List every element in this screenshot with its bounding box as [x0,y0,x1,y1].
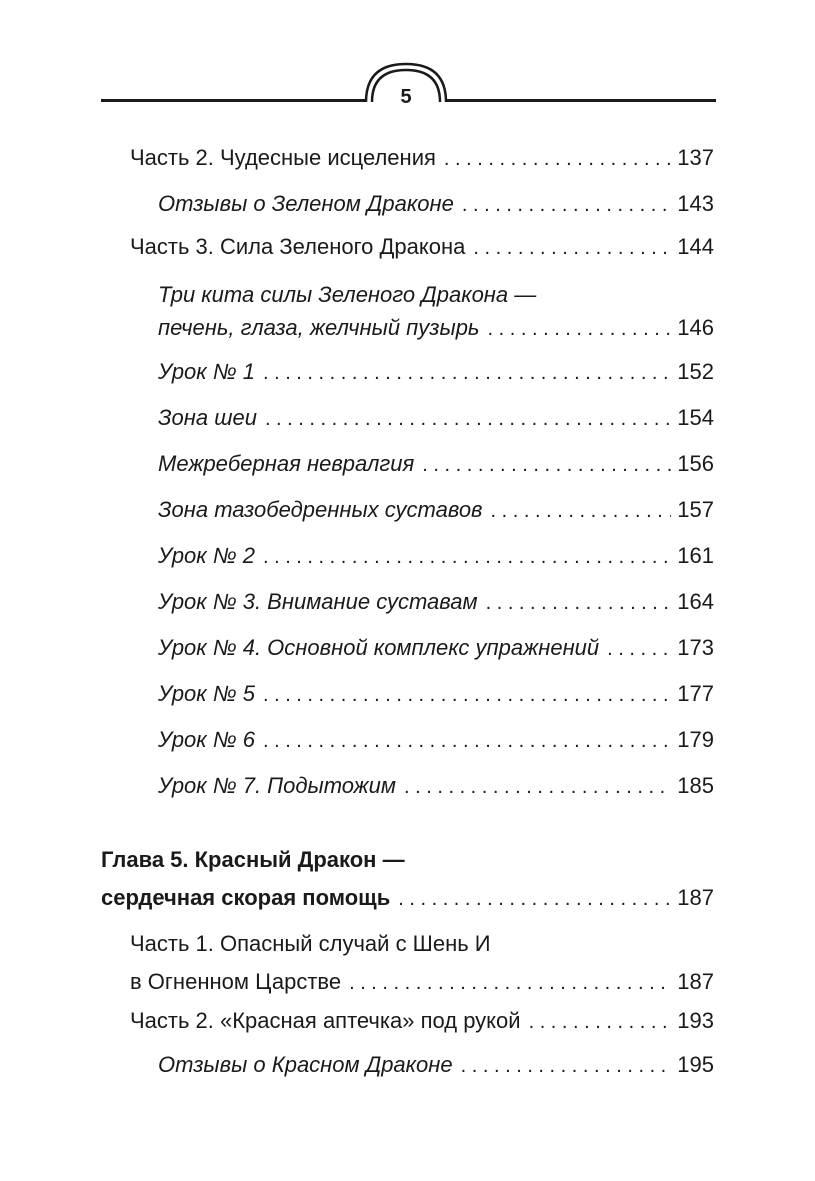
dot-leader [263,725,671,756]
dot-leader [265,403,671,434]
toc-entry-page: 146 [677,315,714,340]
toc-entry[interactable] [158,357,714,387]
toc-entry-title: Урок № 6 [158,727,255,752]
toc-entry-title-line2: печень, глаза, желчный пузырь [158,315,480,340]
dot-leader [263,679,671,710]
dot-leader [529,1006,672,1037]
toc-entry-title: Отзывы о Зеленом Драконе [158,191,454,216]
toc-entry-title: Урок № 3. Внимание суставам [158,589,478,614]
toc-entry-title: Зона шеи [158,405,257,430]
toc-entry[interactable] [130,929,714,997]
toc-entry[interactable] [158,725,714,755]
toc-entry[interactable] [158,495,714,525]
chapter-title-line1: Глава 5. Красный Дракон — [101,847,405,872]
toc-entry-title-line2: в Огненном Царстве [130,969,342,994]
toc-entry-title: Межреберная невралгия [158,451,415,476]
toc-entry-page: 195 [677,1052,714,1077]
toc-entry-page: 185 [677,773,714,798]
toc-entry[interactable] [130,232,714,262]
toc-entry-page: 154 [677,405,714,430]
toc-entry-title: Урок № 2 [158,543,255,568]
toc-entry[interactable] [158,587,714,617]
toc-entry-title: Отзывы о Красном Драконе [158,1052,453,1077]
toc-entry-page: 164 [677,589,714,614]
toc-entry-page: 137 [677,145,714,170]
dot-leader [404,771,671,802]
toc-chapter-entry[interactable] [101,845,714,913]
toc-entry-title: Урок № 1 [158,359,255,384]
dot-leader [349,967,671,998]
toc-entry[interactable] [158,633,714,663]
page-number: 5 [400,86,412,108]
dot-leader [444,143,671,174]
dot-leader [462,189,671,220]
dot-leader [473,232,671,263]
toc-entry-title: Часть 2. «Красная аптечка» под рукой [130,1008,521,1033]
toc-entry-page: 193 [677,1008,714,1033]
toc-entry-page: 143 [677,191,714,216]
dot-leader [491,495,672,526]
toc-entry-page: 152 [677,359,714,384]
dot-leader [461,1050,672,1081]
chapter-page: 187 [677,885,714,910]
toc-entry-title: Часть 3. Сила Зеленого Дракона [130,234,466,259]
dot-leader [263,357,671,388]
toc-entry-title-line1: Три кита силы Зеленого Дракона — [158,282,537,307]
toc-entry-page: 177 [677,681,714,706]
toc-entry-page: 144 [677,234,714,259]
toc-entry-title: Урок № 4. Основной комплекс упражнений [158,635,600,660]
dot-leader [263,541,671,572]
dot-leader [422,449,671,480]
toc-entry-page: 161 [677,543,714,568]
toc-entry-title: Часть 2. Чудесные исцеления [130,145,436,170]
dot-leader [488,313,672,344]
toc-entry[interactable] [158,1050,714,1080]
toc-entry[interactable] [158,280,714,343]
dot-leader [486,587,672,618]
toc-entry-title-line1: Часть 1. Опасный случай с Шень И [130,931,491,956]
toc-entry-title: Урок № 5 [158,681,255,706]
toc-entry[interactable] [158,771,714,801]
toc-entry-title: Урок № 7. Подытожим [158,773,396,798]
toc-entry[interactable] [158,449,714,479]
dot-leader [607,633,671,664]
chapter-title-line2: сердечная скорая помощь [101,885,391,910]
toc-entry-page: 179 [677,727,714,752]
dot-leader [398,883,671,914]
toc-entry-page: 173 [677,635,714,660]
toc-entry[interactable] [158,541,714,571]
toc-entry[interactable] [158,403,714,433]
toc-entry-title: Зона тазобедренных суставов [158,497,483,522]
toc-entry-page: 156 [677,451,714,476]
toc-entry[interactable] [130,143,714,173]
toc-entry[interactable] [158,679,714,709]
toc-entry-page: 157 [677,497,714,522]
toc-entry[interactable] [158,189,714,219]
toc-entry-page: 187 [677,969,714,994]
toc-entry[interactable] [130,1006,714,1036]
